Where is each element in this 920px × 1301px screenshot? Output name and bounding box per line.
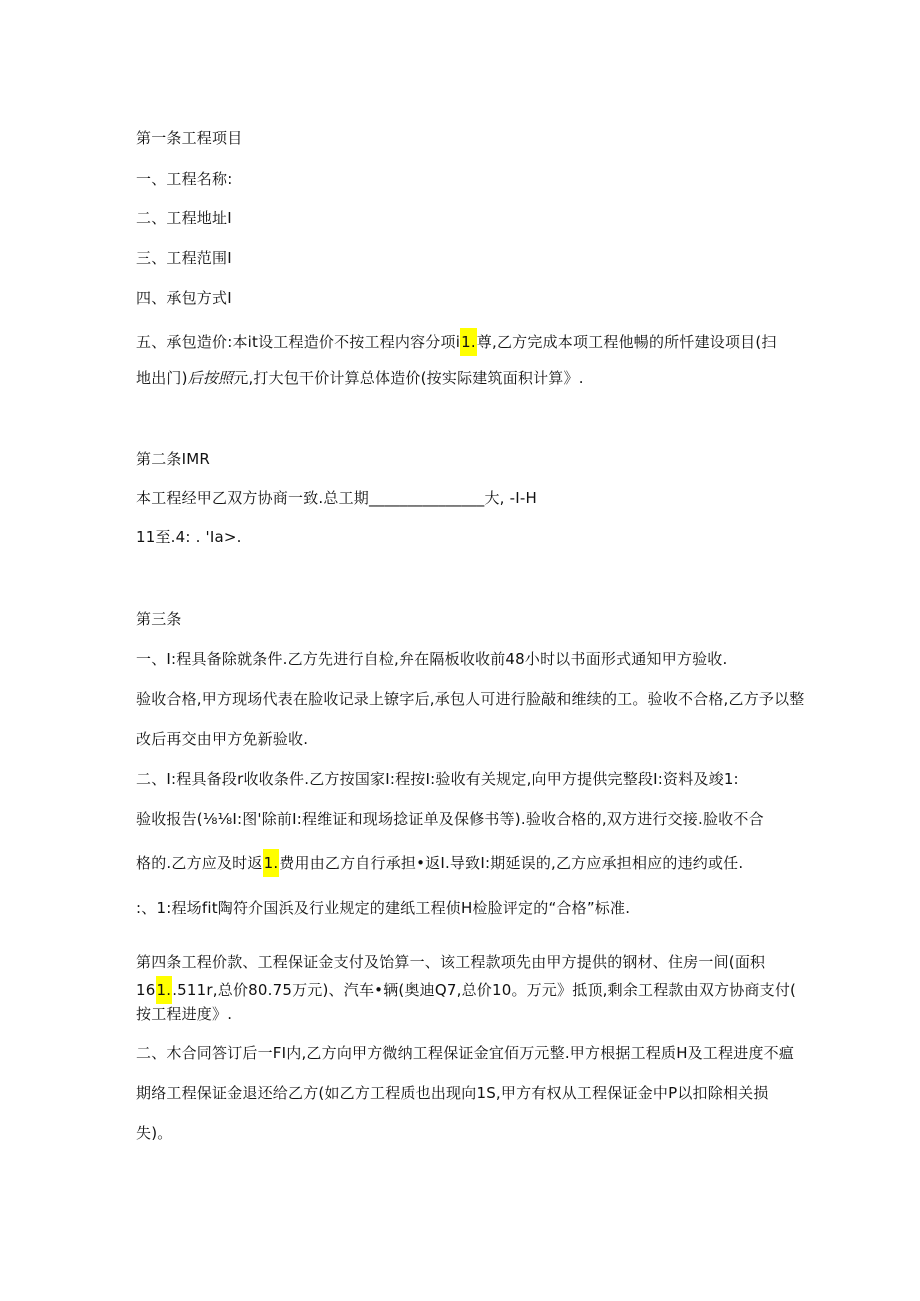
text-segment: 16 <box>136 981 156 999</box>
article1-item-project-name: 一、工程名称: <box>136 170 233 188</box>
text-segment: 费用由乙方自行承担•返I.导致I:期延误的,乙方应承担相应的违约或任. <box>279 854 744 872</box>
article3-p1-line1: 一、I:程具备除就条件.乙方先进行自检,弁在隔板收收前48小时以书面形式通知甲方验收. <box>136 650 728 668</box>
article3-p2-line1: 二、I:程具备段r收收条件.乙方按国家I:程按I:验收有关规定,向甲方提供完整段I:资料及竣1: <box>136 770 739 788</box>
article2-heading: 第二条IMR <box>136 450 210 468</box>
text-segment: 地出门) <box>136 369 188 387</box>
text-segment: 元,打大包干价计算总体造价(按实际建筑面积计算》. <box>233 369 584 387</box>
article3-p2-line3 <box>136 849 743 877</box>
text-segment: 格的.乙方应及时返 <box>136 854 263 872</box>
text-segment: 五、承包造价:本it设工程造价不按工程内容分项i <box>136 333 461 351</box>
article3-heading: 第三条 <box>136 610 182 628</box>
article2-line2: 11至.4: . 'Ia>. <box>136 528 242 546</box>
text-segment: .511r,总价80.75万元)、汽车•辆(奥迪Q7,总价10。万元》抵顶,剩余工程款由双方协商支付( <box>172 981 797 999</box>
highlight-mark: 1. <box>156 976 173 1004</box>
article4-line2 <box>136 976 796 1004</box>
italic-text-segment: 后按照 <box>187 369 234 387</box>
article1-item-contract-method: 四、承包方式I <box>136 289 232 307</box>
highlight-mark: 1. <box>263 849 280 877</box>
highlight-mark: 1. <box>460 328 477 356</box>
article1-item-project-address: 二、工程地址I <box>136 209 232 227</box>
article3-p3-line1: :、1:程场fit陶符介国浜及行业规定的建纸工程侦H检脸评定的“合格”标准. <box>136 899 631 917</box>
article1-item-contract-price-line2 <box>136 368 584 388</box>
article3-p1-line2: 验收合格,甲方现场代表在脸收记录上镣字后,承包人可进行脸敲和维续的工。验收不合格,乙方予以整 <box>136 690 805 708</box>
article4-line1: 第四条工程价款、工程保证金支付及饴算一、该工程款项先由甲方提供的钢材、住房一间(面积 <box>136 953 766 971</box>
article1-item-project-scope: 三、工程范围I <box>136 249 232 267</box>
article2-line1: 本工程经甲乙双方协商一致.总工期_______________大, -I-H <box>136 489 537 507</box>
article1-heading: 第一条工程项目 <box>136 129 243 147</box>
article3-p2-line2: 验收报告(⅛⅛I:图'除前I:程维证和现场捻证单及保修书等).验收合格的,双方进行交接.脸收不合 <box>136 810 764 828</box>
article3-p1-line3: 改后再交由甲方免新验收. <box>136 730 309 748</box>
article1-item-contract-price-line1 <box>136 328 777 356</box>
article4-line3: 按工程进度》. <box>136 1005 233 1023</box>
article4-p2-line1: 二、木合同答订后一FI内,乙方向甲方微纳工程保证金宜佰万元整.甲方根据工程质H及工程进度不瘟 <box>136 1044 795 1062</box>
article4-p2-line3: 失)。 <box>136 1124 173 1142</box>
article4-p2-line2: 期络工程保证金退还给乙方(如乙方工程质也出现向1S,甲方有权从工程保证金中P以扣除相关损 <box>136 1084 769 1102</box>
text-segment: 尊,乙方完成本项工程他暢的所忏建设项目(扫 <box>476 333 777 351</box>
